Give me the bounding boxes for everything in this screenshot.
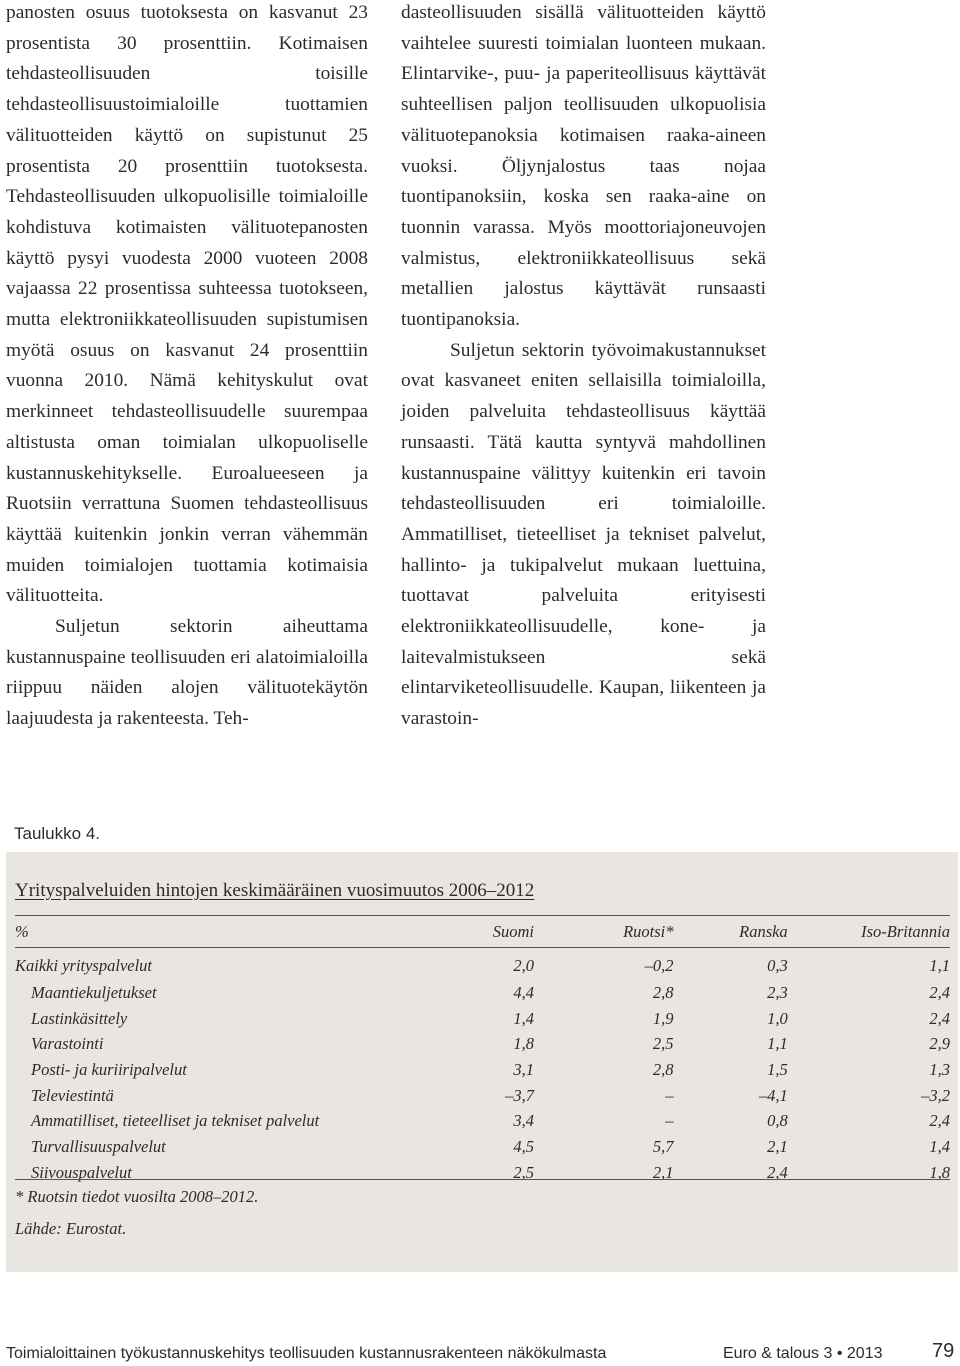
footer-journal: Euro & talous 3 • 2013 [723,1345,883,1362]
row-label: Ammatilliset, tieteelliset ja tekniset palvelut [31,1111,320,1131]
column-header: Iso-Britannia [861,922,950,941]
row-label: Televiestintä [31,1085,114,1105]
table-rule-top [15,915,950,916]
table-cell: 4,5 [513,1136,534,1156]
table-row [15,1031,950,1057]
table-cell: 2,9 [929,1034,950,1054]
column-header: Suomi [492,922,534,941]
table-cell: –0,2 [644,956,674,975]
table-source: Lähde: Eurostat. [15,1219,127,1238]
table-cell: 1,9 [652,1008,674,1028]
table-cell: 1,4 [513,1008,534,1028]
table-cell: –3,2 [921,1085,950,1105]
table-cell: 2,4 [767,1162,788,1182]
table-row [15,1057,950,1083]
row-label: Siivouspalvelut [31,1162,132,1182]
table-cell: 2,8 [652,982,674,1002]
table-cell: 2,5 [513,1162,534,1182]
table-cell: 1,5 [767,1059,788,1079]
column-header: % [15,922,29,941]
column-header: Ruotsi* [623,922,674,941]
table-row [15,946,950,980]
table-cell: 2,4 [929,1008,950,1028]
table-cell: 1,1 [767,1034,788,1054]
table-row [15,1160,950,1186]
text-column-right [401,0,766,735]
paragraph: Suljetun sektorin työvoimakustannukset ovat kasvaneet eniten sellaisilla toimialoilla, joiden palveluita tehdasteollisuus käyttää runsaasti. Tätä kautta syntyvä mahdollinen kustannuspaine välittyy kuitenkin eri tavoin tehdasteollisuuden eri toimialoille. Ammatilliset, tieteelliset ja tekniset palvelut, hallinto- ja tukipalvelut mukaan luettuina, tuottavat palveluita erityisesti elektroniikkateollisuudelle, kone- ja laitevalmistukseen sekä elintarviketeollisuudelle. Kaupan, liikenteen ja varastoin- [401,339,766,730]
column-header: Ranska [739,922,788,941]
row-label: Maantiekuljetukset [31,982,157,1002]
table-cell: 1,4 [929,1136,950,1156]
row-label: Varastointi [31,1034,104,1054]
table-cell: 2,3 [767,982,788,1002]
table-row [15,1083,950,1109]
table-cell: –4,1 [758,1085,788,1105]
price-change-table [15,918,950,1186]
table-row [15,980,950,1006]
table-cell: 2,4 [929,1111,950,1131]
table-cell: 1,0 [767,1008,788,1028]
table-cell: 2,1 [652,1162,674,1182]
table-cell: 0,8 [767,1111,788,1131]
page-number: 79 [932,1340,955,1362]
table-cell: 2,4 [929,982,950,1002]
table-cell: 2,8 [652,1059,674,1079]
row-label: Lastinkäsittely [31,1008,128,1028]
table-cell: 5,7 [652,1136,674,1156]
table-cell: 2,0 [513,956,534,975]
table-cell: 1,1 [929,956,950,975]
text-column-left [6,0,368,735]
table-box [6,852,958,1272]
table-caption: Taulukko 4. [14,824,100,843]
table-row [15,1006,950,1032]
row-label: Kaikki yrityspalvelut [15,956,153,975]
table-title: Yrityspalveluiden hintojen keskimääräinen vuosimuutos 2006–2012 [15,880,535,901]
table-cell: 0,3 [767,956,788,975]
table-cell: 4,4 [513,982,534,1002]
table-footnote: * Ruotsin tiedot vuosilta 2008–2012. [15,1187,259,1206]
table-cell: 3,1 [513,1059,534,1079]
row-label: Posti- ja kuriiripalvelut [31,1059,187,1079]
table-cell: – [665,1111,674,1131]
table-cell: – [665,1085,674,1105]
paragraph: panosten osuus tuotoksesta on kasvanut 23 prosentista 30 prosenttiin. Kotimaisen tehdasteollisuuden toisille tehdasteollisuustoimialoille tuottamien välituotteiden käyttö on supistunut 25 prosentista 20 prosenttiin tuotoksesta. Tehdasteollisuuden ulkopuolisille toimialoille kohdistuva kotimaisten välituotepanosten käyttö pysyi vuodesta 2000 vuoteen 2008 vajaassa 22 prosentissa suhteessa tuotokseen, mutta elektroniikkateollisuuden supistumisen myötä osuus on kasvanut 24 prosenttiin vuonna 2010. Nämä kehityskulut ovat merkinneet tehdasteollisuudelle suurempaa altistusta oman toimialan ulkopuoliselle kustannuskehitykselle. Euroalueeseen ja Ruotsiin verrattuna Suomen tehdasteollisuus käyttää kuitenkin jonkin verran vähemmän muiden toimialojen tuottamia kotimaisia välituotteita. [6,2,368,607]
table-cell: 1,8 [929,1162,950,1182]
table-cell: 2,1 [767,1136,788,1156]
table-header-row [15,918,950,946]
table-cell: 1,3 [929,1059,950,1079]
table-rule-bottom [15,1179,950,1180]
table-cell: –3,7 [505,1085,534,1105]
footer-article-title: Toimialoittainen työkustannuskehitys teollisuuden kustannusrakenteen näkökulmasta [6,1345,607,1362]
paragraph: Suljetun sektorin aiheuttama kustannuspaine teollisuuden eri alatoimialoilla riippuu näiden alojen välituotekäytön laajuudesta ja rakenteesta. Teh- [6,616,368,730]
paragraph: dasteollisuuden sisällä välituotteiden käyttö vaihtelee suuresti toimialan luonteen mukaan. Elintarvike-, puu- ja paperiteollisuus käyttävät suhteellisen paljon teollisuuden ulkopuolisia välituotepanoksia kotimaisen raaka-aineen vuoksi. Öljynjalostus taas nojaa tuontipanoksiin, koska sen raaka-aine on tuonnin varassa. Myös moottoriajoneuvojen valmistus, elektroniikkateollisuus sekä metallien jalostus käyttävät runsaasti tuontipanoksia. [401,2,766,331]
table-row [15,1108,950,1134]
row-label: Turvallisuuspalvelut [31,1136,166,1156]
table-cell: 1,8 [513,1034,534,1054]
table-row [15,1134,950,1160]
table-cell: 2,5 [652,1034,674,1054]
table-cell: 3,4 [513,1111,534,1131]
